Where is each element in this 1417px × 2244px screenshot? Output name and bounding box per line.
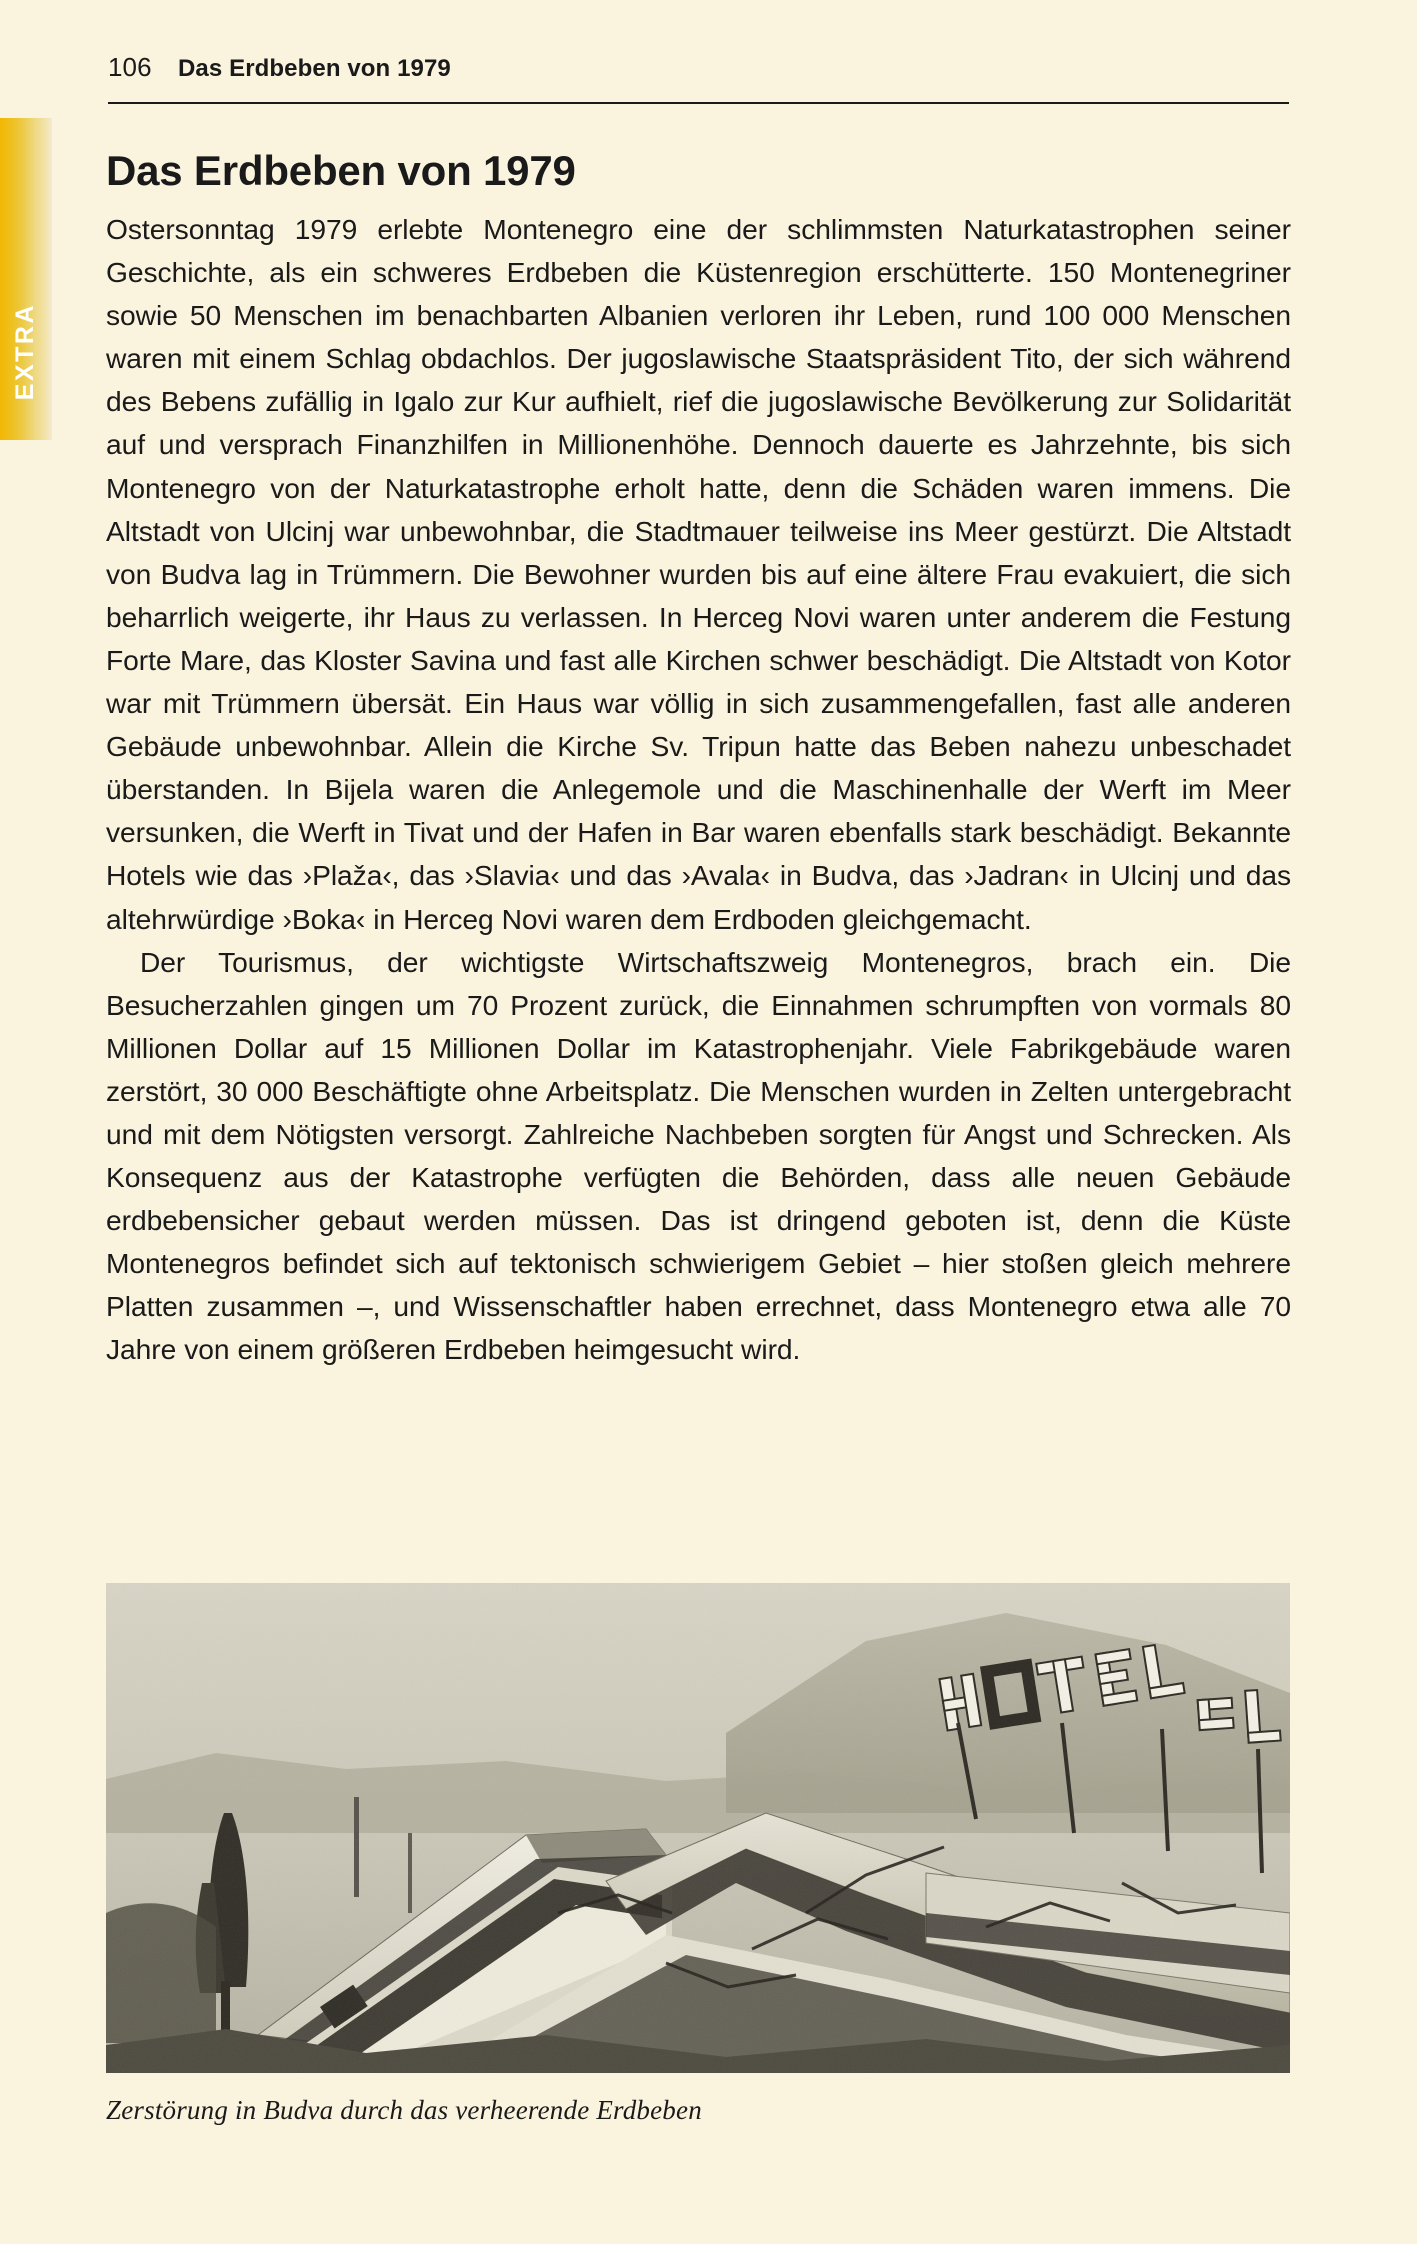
side-tab-extra bbox=[0, 118, 52, 440]
photo-illustration bbox=[106, 1583, 1290, 2073]
earthquake-photo bbox=[106, 1583, 1290, 2073]
paragraph-2: Der Tourismus, der wichtigste Wirtschaftszweig Montenegros, brach ein. Die Besucherzahlen gingen um 70 Prozent zurück, die Einnahmen schrumpften von vormals 80 Millionen Dollar auf 15 Millionen Dollar im Katastrophenjahr. Viele Fabrikgebäude waren zerstört, 30 000 Beschäftigte ohne Arbeitsplatz. Die Menschen wurden in Zelten untergebracht und mit dem Nötigsten versorgt. Zahlreiche Nachbeben sorgten für Angst und Schrecken. Als Konsequenz aus der Katastrophe verfügten die Behörden, dass alle neuen Gebäude erdbebensicher gebaut werden müssen. Das ist dringend geboten ist, denn die Küste Montenegros befindet sich auf tektonisch schwierigem Gebiet – hier stoßen gleich mehrere Platten zusammen –, und Wissenschaftler haben errechnet, dass Montenegro etwa alle 70 Jahre von einem größeren Erdbeben heimgesucht wird. bbox=[106, 945, 1291, 1366]
running-head-title: Das Erdbeben von 1979 bbox=[178, 55, 451, 82]
figure bbox=[106, 1583, 1290, 2126]
page-title: Das Erdbeben von 1979 bbox=[106, 147, 576, 195]
running-head bbox=[108, 52, 1298, 83]
header-rule bbox=[108, 102, 1289, 104]
body-text bbox=[106, 208, 1291, 1372]
side-tab-label: EXTRA bbox=[10, 302, 39, 400]
page-number: 106 bbox=[108, 52, 152, 82]
paragraph-1: Ostersonntag 1979 erlebte Montenegro eine der schlimmsten Naturkatastrophen seiner Geschichte, als ein schweres Erdbeben die Küstenregion erschütterte. 150 Montenegriner sowie 50 Menschen im benachbarten Albanien verloren ihr Leben, rund 100 000 Menschen waren mit einem Schlag obdachlos. Der jugoslawische Staatspräsident Tito, der sich während des Bebens zufällig in Igalo zur Kur aufhielt, rief die jugoslawische Bevölkerung zur Solidarität auf und versprach Finanzhilfen in Millionenhöhe. Dennoch dauerte es Jahrzehnte, bis sich Montenegro von der Naturkatastrophe erholt hatte, denn die Schäden waren immens. Die Altstadt von Ulcinj war unbewohnbar, die Stadtmauer teilweise ins Meer gestürzt. Die Altstadt von Budva lag in Trümmern. Die Bewohner wurden bis auf eine ältere Frau evakuiert, die sich beharrlich weigerte, ihr Haus zu verlassen. In Herceg Novi waren unter anderem die Festung Forte Mare, das Kloster Savina und fast alle Kirchen schwer beschädigt. Die Altstadt von Kotor war mit Trümmern übersät. Ein Haus war völlig in sich zusammengefallen, fast alle anderen Gebäude unbewohnbar. Allein die Kirche Sv. Tripun hatte das Beben nahezu unbeschadet überstanden. In Bijela waren die Anlegemole und die Maschinenhalle der Werft im Meer versunken, die Werft in Tivat und der Hafen in Bar waren ebenfalls stark beschädigt. Bekannte Hotels wie das ›Plaža‹, das ›Slavia‹ und das ›Avala‹ in Budva, das ›Jadran‹ in Ulcinj und das altehrwürdige ›Boka‹ in Herceg Novi waren dem Erdboden gleichgemacht. bbox=[106, 213, 1291, 935]
figure-caption: Zerstörung in Budva durch das verheerende Erdbeben bbox=[106, 2095, 702, 2125]
